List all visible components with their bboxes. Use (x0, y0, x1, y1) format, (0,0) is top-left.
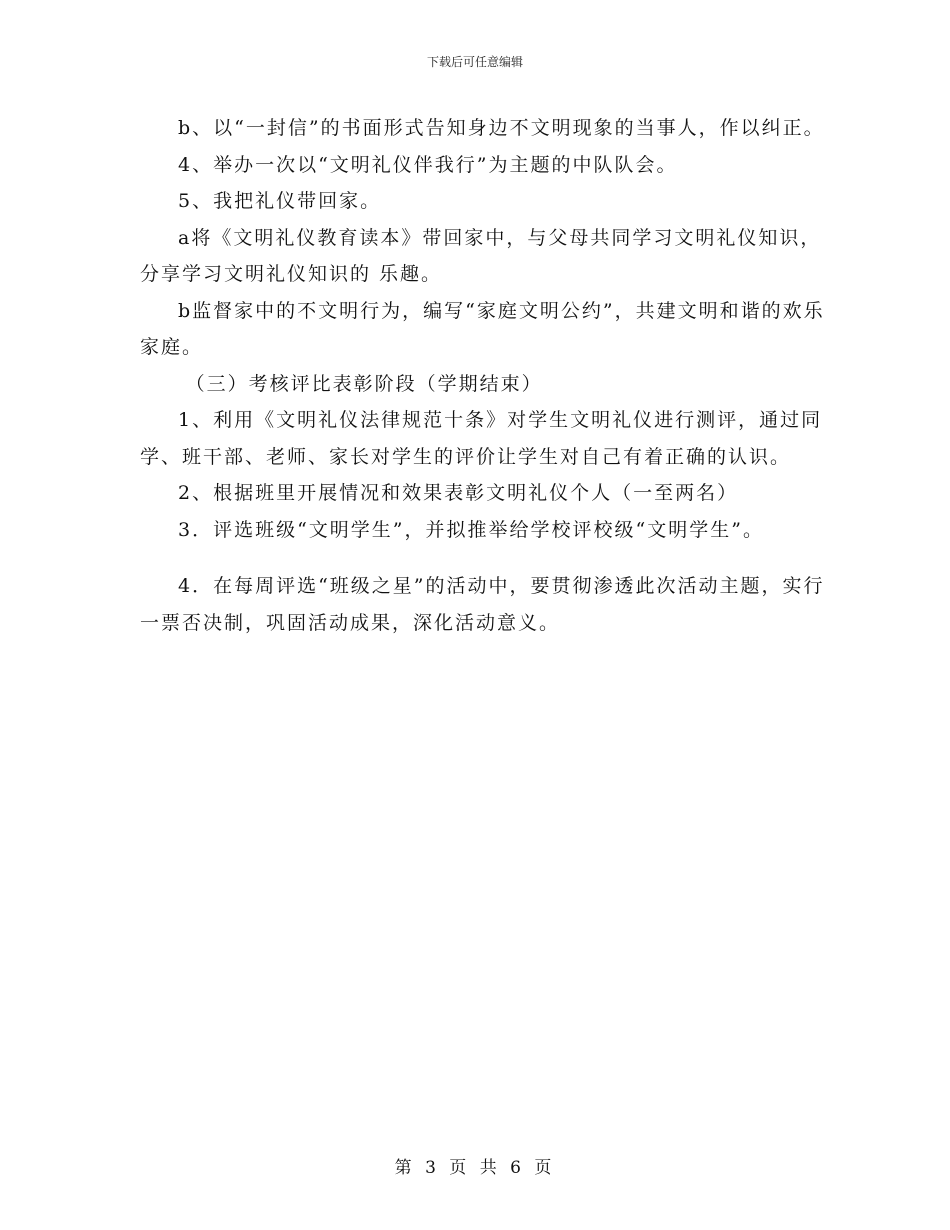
paragraph-item-3-select: 3．评选班级“文明学生”，并拟推举给学校评校级“文明学生”。 (178, 518, 764, 541)
paragraph-item-1-evaluation: 1、利用《文明礼仪法律规范十条》对学生文明礼仪进行测评，通过同学、班干部、老师、家长对学生的评价让学生对自己有着正确的认识。 (140, 409, 823, 468)
document-body (140, 110, 830, 641)
paragraph-item-5-home: 5、我把礼仪带回家。 (178, 190, 382, 212)
paragraph-item-2-commend: 2、根据班里开展情况和效果表彰文明礼仪个人（一至两名） (178, 482, 739, 504)
paragraph-item-4-meeting: 4、举办一次以“文明礼仪伴我行”为主题的中队队会。 (178, 153, 678, 176)
paragraph-a-reader: a将《文明礼仪教育读本》带回家中，与父母共同学习文明礼仪知识，分享学习文明礼仪知识的 乐趣。 (140, 226, 822, 285)
paragraph-b-letter: b、以“一封信”的书面形式告知身边不文明现象的当事人，作以纠正。 (178, 117, 825, 139)
page-number-footer: 第 3 页 共 6 页 (394, 1158, 556, 1178)
paragraph-spacer (140, 548, 830, 568)
paragraph-item-4-weekly-star: 4．在每周评选“班级之星”的活动中，要贯彻渗透此次活动主题，实行一票否决制，巩固活动成果，深化活动意义。 (140, 575, 825, 634)
paragraph-b-convention: b监督家中的不文明行为，编写“家庭文明公约”，共建文明和谐的欢乐家庭。 (140, 299, 825, 358)
section-heading-assessment: （三）考核评比表彰阶段（学期结束） (185, 372, 543, 395)
page-header: 下载后可任意编辑 (426, 55, 523, 69)
